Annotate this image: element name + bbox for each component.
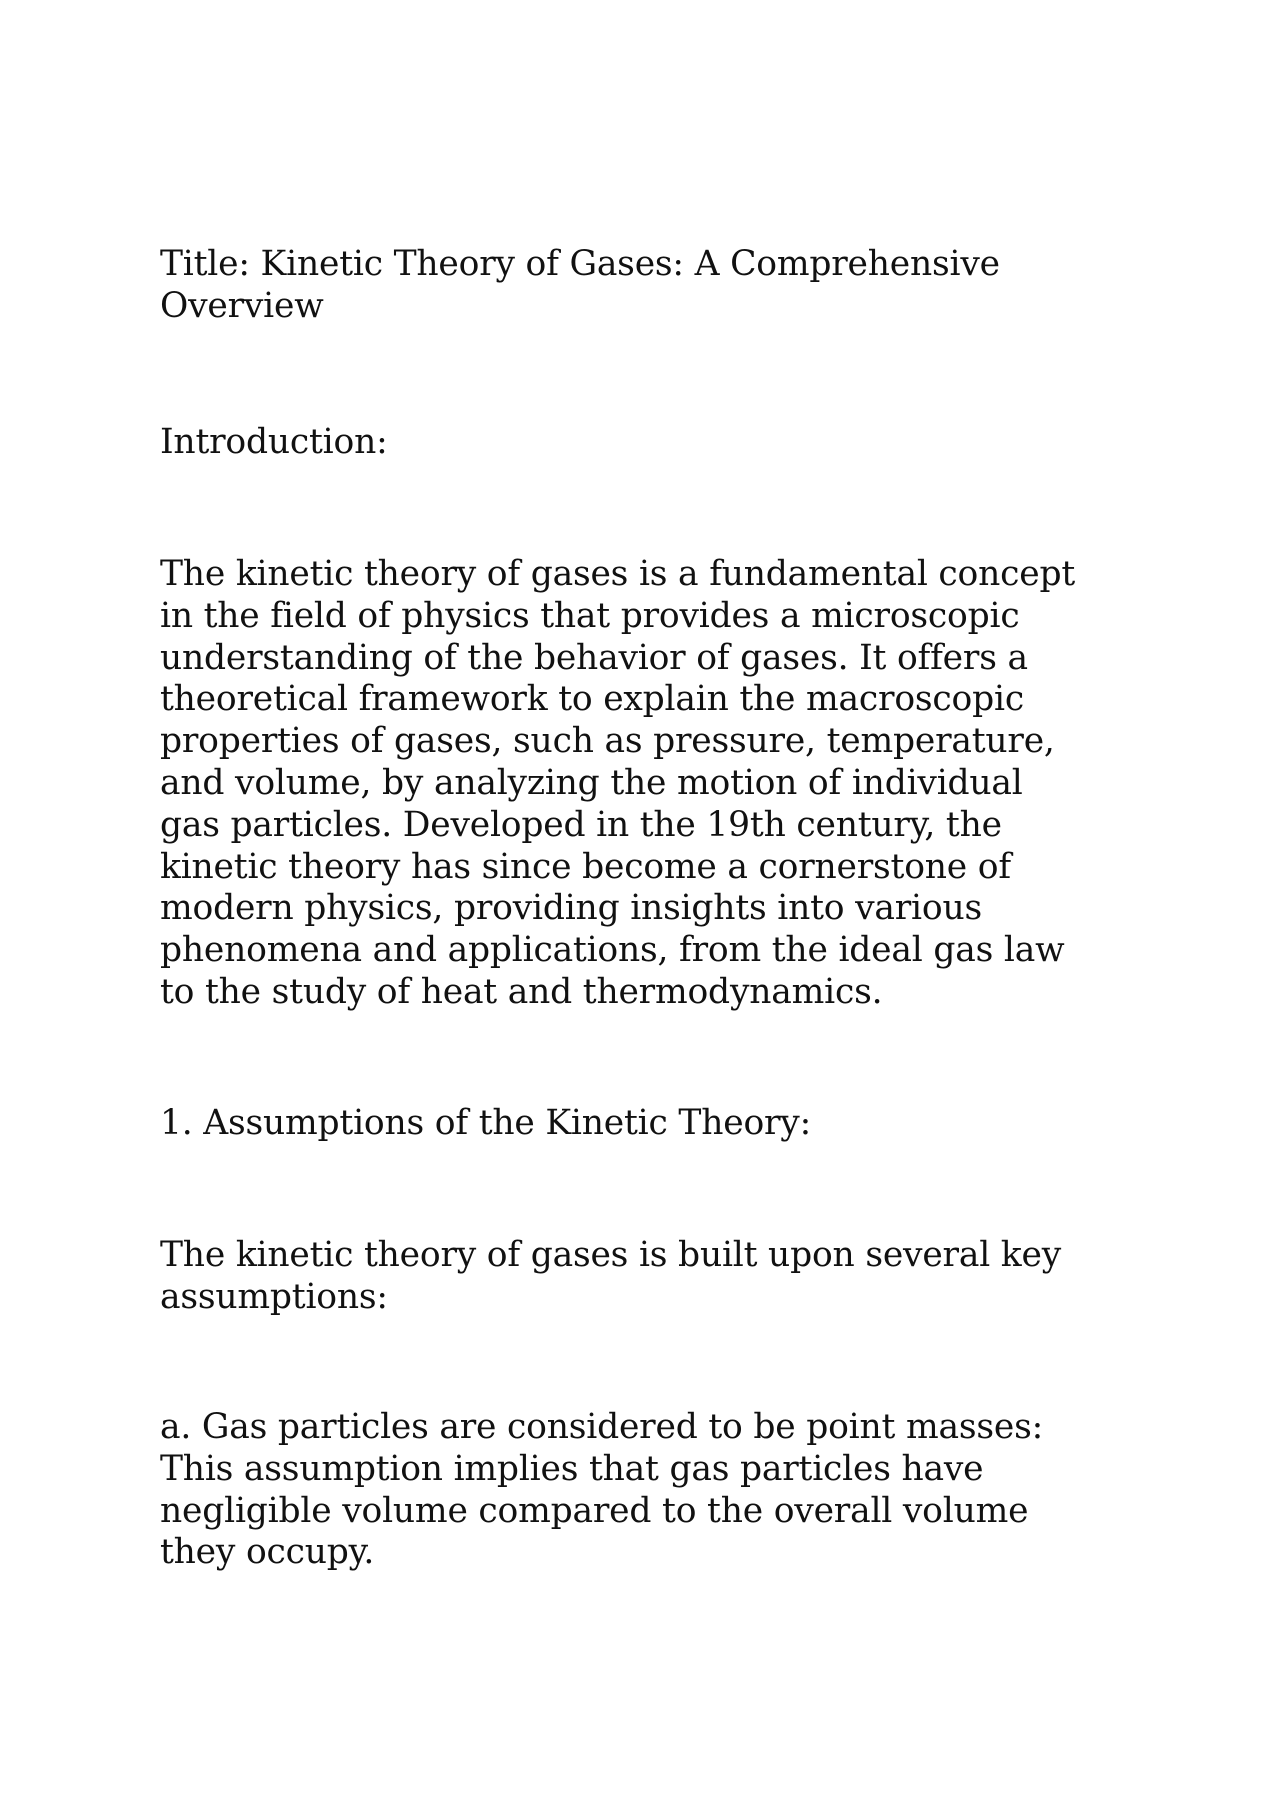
assumption-a-paragraph: a. Gas particles are considered to be point masses: This assumption implies that gas particles have negligible volume compared to the overall volume they occupy. — [160, 1407, 1043, 1573]
introduction-paragraph: The kinetic theory of gases is a fundamental concept in the field of physics that provides a microscopic understanding of the behavior of gases. It offers a theoretical framework to explain the macroscopic properties of gases, such as pressure, temperature, and volume, by analyzing the motion of individual gas particles. Developed in the 19th century, the kinetic theory has since become a cornerstone of modern physics, providing insights into various phenomena and applications, from the ideal gas law to the study of heat and thermodynamics. — [160, 554, 1076, 1012]
document-title: Title: Kinetic Theory of Gases: A Comprehensive Overview — [160, 244, 1000, 326]
section-1-heading: 1. Assumptions of the Kinetic Theory: — [160, 1103, 812, 1143]
section-1-intro-paragraph: The kinetic theory of gases is built upon several key assumptions: — [160, 1235, 1062, 1317]
introduction-heading: Introduction: — [160, 422, 388, 462]
